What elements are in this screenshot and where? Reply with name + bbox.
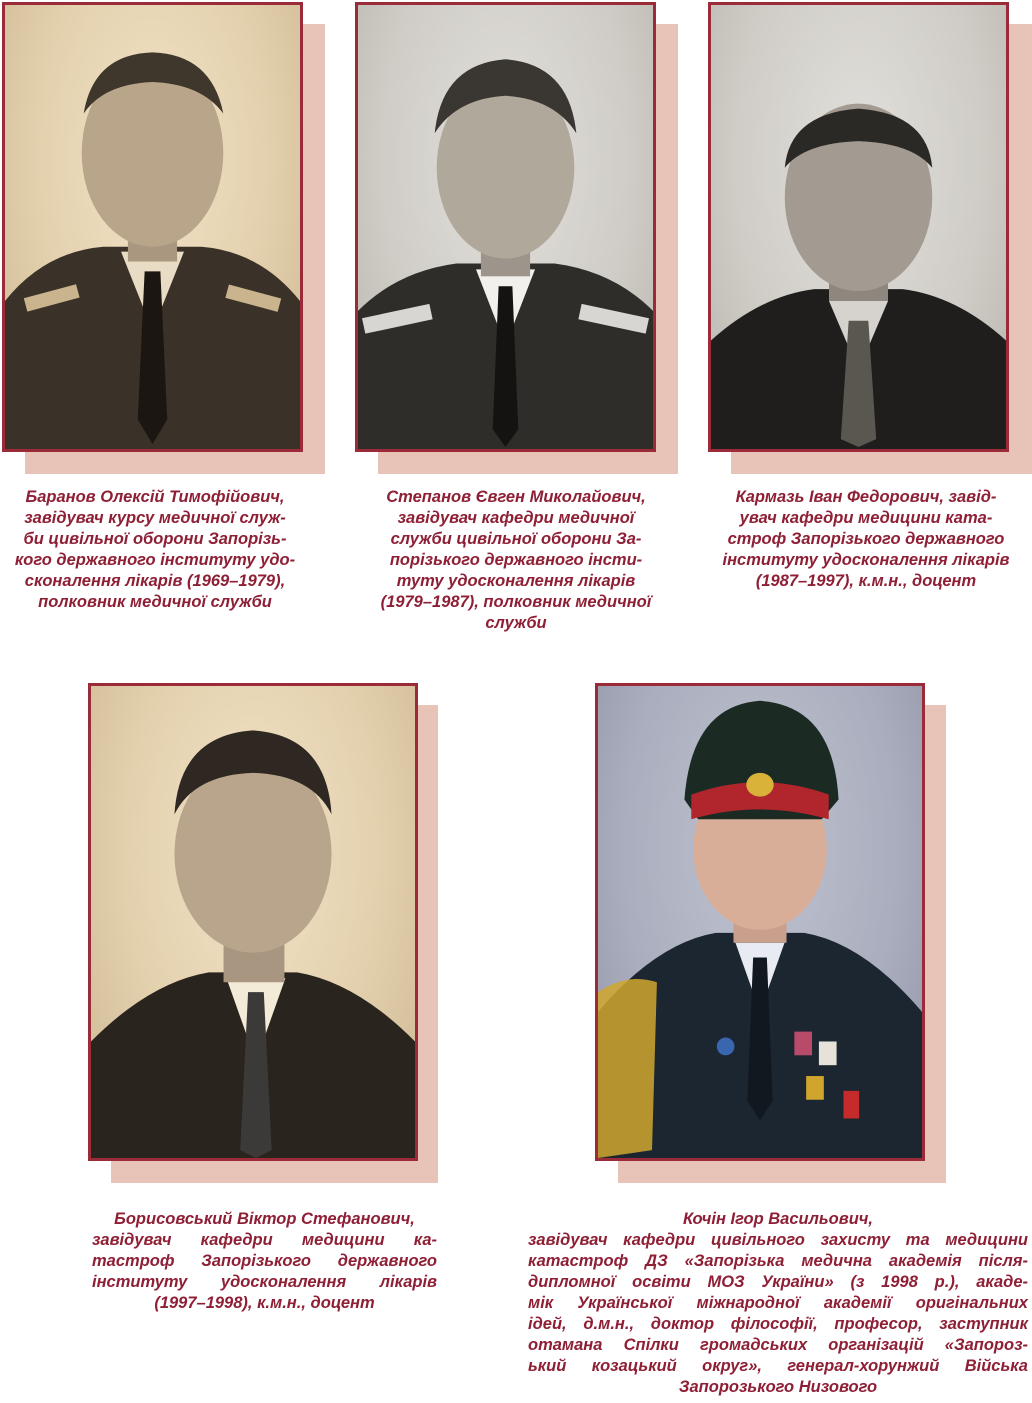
caption-line: би цивільної оборони Запорізь- <box>23 530 287 548</box>
caption-line: кого державного інституту удо- <box>14 551 296 569</box>
caption-kochin <box>528 1209 1028 1398</box>
caption-line: Запорозького Низового <box>678 1378 878 1396</box>
portrait-silhouette-icon <box>711 5 1006 449</box>
caption-baranov <box>0 487 310 613</box>
portrait-silhouette-icon <box>91 686 415 1158</box>
portrait-photo-stepanov <box>355 2 656 452</box>
caption-line: завідувач курсу медичної служ- <box>24 509 286 527</box>
caption-line: завідувач кафедри медицини ка- <box>92 1231 437 1249</box>
caption-karmaz <box>700 487 1032 592</box>
caption-line: Степанов Євген Миколайович, <box>386 488 646 506</box>
portrait-silhouette-icon <box>358 5 653 449</box>
caption-line: порізького державного інсти- <box>389 551 643 569</box>
caption-line: тастроф Запорізького державного <box>92 1252 437 1270</box>
caption-line: строф Запорізького державного <box>727 530 1005 548</box>
portrait-silhouette-icon <box>5 5 300 449</box>
caption-line: Борисовський Віктор Стефанович, <box>114 1210 415 1228</box>
portrait-silhouette-icon <box>598 686 922 1158</box>
caption-line: ідей, д.м.н., доктор філософії, професор, заступник <box>528 1315 1028 1333</box>
portrait-photo-baranov <box>2 2 303 452</box>
portrait-photo-karmaz <box>708 2 1009 452</box>
caption-line: (1997–1998), к.м.н., доцент <box>154 1294 375 1312</box>
caption-line: завідувач кафедри медичної <box>397 509 635 527</box>
caption-line: (1979–1987), полковник медичної <box>380 593 652 611</box>
caption-line: служби <box>485 614 547 632</box>
portrait-photo-borysovskyi <box>88 683 418 1161</box>
caption-stepanov <box>352 487 680 634</box>
caption-line: катастроф ДЗ «Запорізька медична академія після- <box>528 1252 1028 1270</box>
caption-line: (1987–1997), к.м.н., доцент <box>755 572 977 590</box>
caption-line: Баранов Олексій Тимофійович, <box>25 488 285 506</box>
caption-line: завідувач кафедри цивільного захисту та медицини <box>528 1231 1028 1249</box>
caption-line: мік Української міжнародної академії оригінальних <box>528 1294 1028 1312</box>
caption-line: інституту удосконалення лікарів <box>722 551 1010 569</box>
caption-borysovskyi <box>92 1209 437 1314</box>
caption-line: полковник медичної служби <box>38 593 272 611</box>
caption-line: отамана Спілки громадських організацій «Запороз- <box>528 1336 1028 1354</box>
caption-line: Кочін Ігор Васильович, <box>683 1210 873 1228</box>
caption-line: сконалення лікарів (1969–1979), <box>24 572 286 590</box>
caption-line: туту удосконалення лікарів <box>396 572 636 590</box>
caption-line: служби цивільної оборони За- <box>390 530 642 548</box>
caption-line: дипломної освіти МОЗ України» (з 1998 р.), акаде- <box>528 1273 1028 1291</box>
caption-line: інституту удосконалення лікарів <box>92 1273 437 1291</box>
caption-line: Кармазь Іван Федорович, завід- <box>735 488 997 506</box>
caption-line: увач кафедри медицини ката- <box>739 509 993 527</box>
portrait-photo-kochin <box>595 683 925 1161</box>
caption-line: ький козацький округ», генерал-хорунжий Війська <box>528 1357 1028 1375</box>
